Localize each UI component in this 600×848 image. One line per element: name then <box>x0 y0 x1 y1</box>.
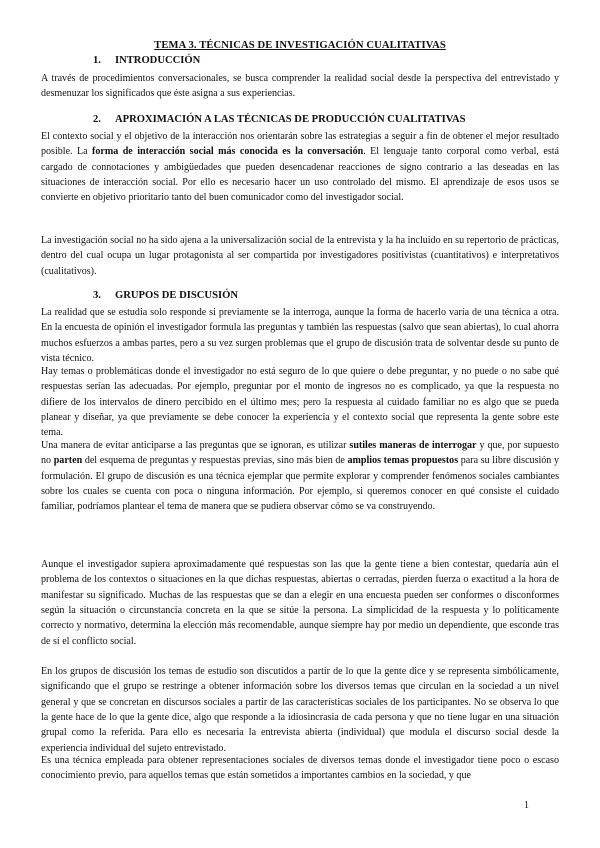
page-number: 1 <box>524 800 529 811</box>
section-3-heading <box>93 290 238 301</box>
section-title: INTRODUCCIÓN <box>114 55 201 66</box>
section-title: GRUPOS DE DISCUSIÓN <box>114 290 238 301</box>
section-3-paragraph-5: En los grupos de discusión los temas de estudio son discutidos a partir de lo que la gente dice y se representa simbólicamente, significando que el grupo se restringe a obtener información sobre los diversos temas que circulan en la sociedad a un nivel general y que se concretan en discursos sociales a partir de las características sociales de los participantes. No se observa lo que la gente hace de lo que la gente dice, algo que responde a la idiosincrasia de cada persona y que no tiene lugar en una situación grupal como la referida. Para ello es necesaria la entrevista abierta (individual) que modula el discurso social desde la experiencia individual del sujeto entrevistado. <box>41 666 559 754</box>
section-1-paragraph: A través de procedimientos conversacionales, se busca comprender la realidad social desde la perspectiva del entrevistado y desmenuzar los significados que éste asigna a sus experiencias. <box>41 73 559 100</box>
section-3-paragraph-1: La realidad que se estudia solo responde si previamente se la interroga, aunque la forma de hacerlo varía de una técnica a otra. En la encuesta de opinión el investigador formula las preguntas y también las respuestas (salvo que sean abiertas), lo cual ahorra muchos esfuerzos a ambas partes, pero a su vez surgen problemas que el grupo de discusión trata de solventar desde su punto de vista técnico. <box>41 307 559 365</box>
section-number: 1. <box>93 55 101 66</box>
section-title: APROXIMACIÓN A LAS TÉCNICAS DE PRODUCCIÓN CUALITATIVAS <box>114 114 466 125</box>
section-number: 3. <box>93 290 101 301</box>
bold-phrase: forma de interacción social más conocida es la conversación <box>92 146 364 158</box>
section-3-paragraph-6: Es una técnica empleada para obtener representaciones sociales de diversos temas donde el investigador tiene poco o escaso conocimiento previo, para aquellos temas que están sometidos a importantes cambios en la sociedad, y que <box>41 755 559 782</box>
section-3-paragraph-4: Aunque el investigador supiera aproximadamente qué respuestas son las que la gente tiene a bien contestar, quedaría aún el problema de los contextos o situaciones en la que dichas respuestas, abiertas o cerradas, pierden fuerza o exactitud a la hora de manifestar su significado. Muchas de las respuestas que se dan a elegir en una encuesta pueden ser conformes o disconformes según la situación o circunstancia concreta en la que se sitúe la persona. La simplicidad de la respuesta y lo políticamente correcto y normativo, determina la elección más recomendable, aunque siempre hay por medio un dependiente, que esconde tras de sí el conflicto social. <box>41 559 559 647</box>
section-2-heading <box>93 114 466 125</box>
bold-phrase: parten <box>53 455 83 467</box>
section-3-paragraph-3: Una manera de evitar anticiparse a las preguntas que se ignoran, es utilizar sutiles maneras de interrogar y que, por supuesto no parten del esquema de preguntas y respuestas previas, sino más bien de amplios temas propuestos para su libre discusión y formulación. El grupo de discusión es una técnica ejemplar que permite explorar y comprender fenómenos sociales cambiantes sobre los cuales se cuenta con poca o ninguna información. Por ejemplo, si queremos conocer en qué consiste el cuidado familiar, podríamos plantear el tema de manera que se pudiera observar cómo se va construyendo. <box>41 440 559 513</box>
section-2-paragraph-2: La investigación social no ha sido ajena a la universalización social de la entrevista y la ha incluido en su repertorio de prácticas, dentro del cual ocupa un lugar protagonista al ser compartida por investigadores positivistas (cuantitativos) e interpretativos (cualitativos). <box>41 235 559 277</box>
document-title: TEMA 3. TÉCNICAS DE INVESTIGACIÓN CUALITATIVAS <box>154 40 446 51</box>
section-1-heading <box>93 55 200 66</box>
section-3-paragraph-2: Hay temas o problemáticas donde el investigador no está seguro de lo que quiere o debe preguntar, y no puede o no sabe qué respuestas serían las adecuadas. Por ejemplo, preguntar por el monto de ingresos no es complicado, ya que la respuesta no difiere de los intervalos de dinero percibido en el último mes; pero la respuesta al cuidado familiar no es algo que se pueda planear y diseñar, ya que previamente se debe conocer la experiencia y el contexto social que representa la gente sobre este tema. <box>41 366 559 439</box>
bold-phrase: amplios temas propuestos <box>347 455 459 467</box>
section-2-paragraph-1: El contexto social y el objetivo de la interacción nos orientarán sobre las estrategias a seguir a fin de obtener el mejor resultado posible. La forma de interacción social más conocida es la conversación. El lenguaje tanto corporal como verbal, está cargado de connotaciones y ambigüedades que pueden desencadenar reacciones de signo contrario a las deseadas en las situaciones de interacción social. Por ello es necesario hacer un uso controlado del mismo. El aprendizaje de esos usos se convierte en objetivo prioritario tanto del buen comunicador como del investigador social. <box>41 131 559 204</box>
bold-phrase: sutiles maneras de interrogar <box>349 440 477 451</box>
section-number: 2. <box>93 114 101 125</box>
